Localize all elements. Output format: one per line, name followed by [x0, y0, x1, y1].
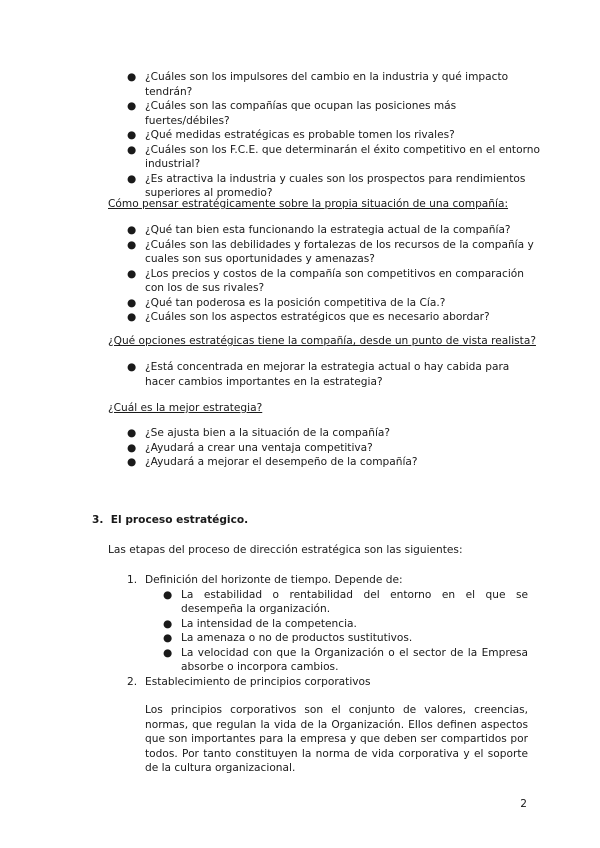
step-number: 2. — [127, 675, 138, 688]
list-item: ● ¿Qué tan poderosa es la posición competitiva de la Cía.? — [127, 296, 446, 309]
bullet-icon: ● — [163, 646, 173, 659]
strategic-options-list — [0, 360, 600, 389]
bullet-icon: ● — [127, 172, 137, 185]
bullet-icon: ● — [127, 100, 137, 112]
industry-questions-list — [0, 70, 600, 201]
factors-sublist — [0, 588, 600, 675]
list-item: ● ¿Cuáles son los aspectos estratégicos que es necesario abordar? — [127, 311, 490, 323]
step-number: 1. — [127, 574, 138, 586]
bullet-icon: ● — [127, 361, 137, 373]
page-number: 2 — [520, 798, 527, 810]
list-item: ● ¿Ayudará a mejorar el desempeño de la compañía? — [127, 456, 418, 468]
list-item: ● ¿Qué medidas estratégicas es probable tomen los rivales? — [127, 129, 455, 141]
list-item: ● ¿Qué tan bien esta funcionando la estrategia actual de la compañía? — [127, 224, 511, 236]
company-situation-heading: Cómo pensar estratégicamente sobre la propia situación de una compañía: — [108, 198, 509, 210]
step-item: 2. Establecimiento de principios corporativos — [127, 675, 371, 688]
bullet-icon: ● — [163, 617, 173, 630]
best-strategy-list — [0, 426, 600, 470]
bullet-icon: ● — [127, 456, 137, 468]
bullet-icon: ● — [163, 632, 173, 644]
bullet-icon: ● — [127, 71, 137, 83]
intro-paragraph: Las etapas del proceso de dirección estratégica son las siguientes: — [108, 544, 463, 556]
list-item: ● ¿Está concentrada en mejorar la estrategia actual o hay cabida para hacer cambios importantes en la estrategia? — [127, 361, 510, 388]
bullet-icon: ● — [127, 311, 137, 323]
bullet-icon: ● — [163, 588, 173, 601]
bullet-icon: ● — [127, 441, 137, 454]
list-item: ● ¿Cuáles son las compañías que ocupan las posiciones más fuertes/débiles? — [127, 100, 457, 127]
list-item: ● La intensidad de la competencia. — [163, 617, 357, 630]
list-item: ● La velocidad con que la Organización o el sector de la Empresa absorbe o incorpora cambios. — [163, 646, 528, 673]
list-item: ● ¿Los precios y costos de la compañía son competitivos en comparación con los de sus rivales? — [127, 267, 524, 294]
list-item: ● La amenaza o no de productos sustitutivos. — [163, 632, 413, 644]
list-item: ● ¿Cuáles son los F.C.E. que determinarán el éxito competitivo en el entorno industrial? — [127, 143, 540, 170]
list-item: ● ¿Cuáles son los impulsores del cambio en la industria y qué impacto tendrán? — [127, 71, 509, 98]
steps-list — [0, 573, 600, 689]
bullet-icon: ● — [127, 427, 137, 439]
bullet-icon: ● — [127, 129, 137, 141]
list-item: ● ¿Es atractiva la industria y cuales son los prospectos para rendimientos superiores al promedio? — [127, 172, 526, 199]
bullet-icon: ● — [127, 143, 137, 156]
bullet-icon: ● — [127, 224, 137, 236]
list-item: ● ¿Se ajusta bien a la situación de la compañía? — [127, 427, 391, 439]
company-situation-list — [0, 223, 600, 325]
strategic-options-heading: ¿Qué opciones estratégicas tiene la compañía, desde un punto de vista realista? — [108, 335, 536, 347]
bullet-icon: ● — [127, 238, 137, 251]
list-item: ● ¿Ayudará a crear una ventaja competitiva? — [127, 441, 373, 454]
step-item: 1. Definición del horizonte de tiempo. Depende de: — [127, 574, 403, 586]
principles-paragraph: Los principios corporativos son el conjunto de valores, creencias, normas, que regulan la vida de la Organización. Ellos definen aspectos que son importantes para la empresa y que deben ser compartidos por todos. Por tanto constituyen la norma de vida corporativa y el soporte de la cultura organizacional. — [145, 704, 528, 774]
best-strategy-heading: ¿Cuál es la mejor estrategia? — [108, 402, 263, 414]
list-item: ● La estabilidad o rentabilidad del entorno en el que se desempeña la organización. — [163, 588, 528, 615]
section-title: 3. El proceso estratégico. — [92, 514, 249, 526]
bullet-icon: ● — [127, 267, 137, 280]
list-item: ● ¿Cuáles son las debilidades y fortalezas de los recursos de la compañía y cuales son sus oportunidades y amenazas? — [127, 238, 534, 265]
bullet-icon: ● — [127, 296, 137, 309]
